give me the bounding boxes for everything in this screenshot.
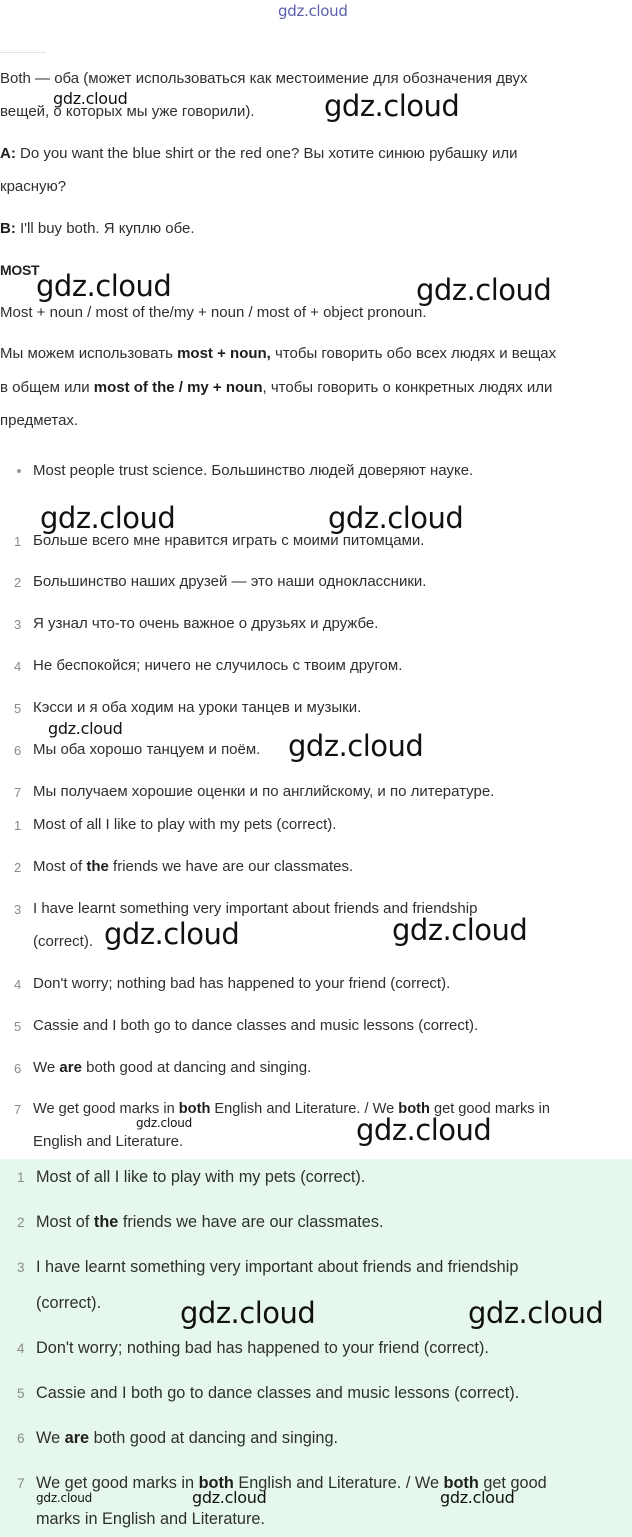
watermark: gdz.cloud	[416, 273, 552, 307]
watermark: gdz.cloud	[48, 719, 123, 738]
watermark: gdz.cloud	[468, 1296, 604, 1330]
watermark: gdz.cloud	[104, 917, 240, 951]
list-number: 6	[14, 743, 22, 758]
watermark: gdz.cloud	[36, 269, 172, 303]
divider	[0, 52, 46, 53]
answer-number: 7	[17, 1476, 25, 1491]
answer-item-continued: (correct).	[36, 1294, 102, 1312]
watermark: gdz.cloud	[180, 1296, 316, 1330]
intro-line-1: Both — оба (может использоваться как местоимение для обозначения двух	[0, 70, 528, 87]
most-example: Most people trust science. Большинство людей доверяют науке.	[33, 462, 474, 479]
most-paragraph-line-2: в общем или most of the / my + noun, чтобы говорить о конкретных людях или	[0, 379, 553, 396]
answer-number: 2	[17, 1215, 25, 1230]
list-item: Мы получаем хорошие оценки и по английскому, и по литературе.	[33, 783, 495, 800]
watermark-top: gdz.cloud	[278, 2, 348, 20]
list-item: Я узнал что-то очень важное о друзьях и дружбе.	[33, 615, 379, 632]
answer-item-continued: marks in English and Literature.	[36, 1510, 265, 1528]
answer-number: 5	[14, 1019, 22, 1034]
watermark: gdz.cloud	[136, 1116, 193, 1130]
answer-number: 7	[14, 1102, 22, 1117]
answer-number: 1	[17, 1170, 25, 1185]
answer-item: Most of all I like to play with my pets (correct).	[33, 816, 337, 833]
answer-item: Most of all I like to play with my pets (correct).	[36, 1168, 366, 1186]
list-item: Не беспокойся; ничего не случилось с твоим другом.	[33, 657, 403, 674]
watermark: gdz.cloud	[53, 89, 128, 108]
list-item: Мы оба хорошо танцуем и поём.	[33, 741, 261, 758]
answer-item: We get good marks in both English and Literature. / We both get good marks in	[33, 1101, 550, 1117]
answer-item: We get good marks in both English and Literature. / We both get good	[36, 1474, 547, 1492]
list-number: 2	[14, 575, 22, 590]
watermark: gdz.cloud	[328, 501, 464, 535]
watermark: gdz.cloud	[440, 1488, 515, 1507]
list-number: 4	[14, 659, 22, 674]
answer-number: 4	[17, 1341, 25, 1356]
answer-number: 1	[14, 818, 22, 833]
answer-block	[0, 1159, 632, 1537]
watermark: gdz.cloud	[36, 1491, 93, 1505]
most-paragraph-line-3: предметах.	[0, 412, 79, 429]
answer-number: 2	[14, 860, 22, 875]
answer-item: Don't worry; nothing bad has happened to your friend (correct).	[36, 1339, 489, 1357]
dialog-a-line-1: A: Do you want the blue shirt or the red one? Вы хотите синюю рубашку или	[0, 145, 518, 162]
dialog-a-label: A:	[0, 145, 16, 162]
list-item: Больше всего мне нравится играть с моими питомцами.	[33, 532, 425, 549]
answer-item: Cassie and I both go to dance classes and music lessons (correct).	[33, 1017, 479, 1034]
list-number: 5	[14, 701, 22, 716]
answer-number: 3	[14, 902, 22, 917]
list-number: 3	[14, 617, 22, 632]
list-number: 7	[14, 785, 22, 800]
answer-item: We are both good at dancing and singing.	[36, 1429, 339, 1447]
most-formula: Most + noun / most of the/my + noun / most of + object pronoun.	[0, 304, 427, 321]
answer-number: 5	[17, 1386, 25, 1401]
answer-number: 6	[14, 1061, 22, 1076]
watermark: gdz.cloud	[356, 1113, 492, 1147]
list-item: Большинство наших друзей — это наши одноклассники.	[33, 573, 427, 590]
dialog-b-line: B: I'll buy both. Я куплю обе.	[0, 220, 195, 237]
watermark: gdz.cloud	[192, 1488, 267, 1507]
watermark: gdz.cloud	[40, 501, 176, 535]
answer-item: Most of the friends we have are our classmates.	[36, 1213, 384, 1231]
bullet-dot	[17, 469, 21, 473]
answer-item: I have learnt something very important about friends and friendship	[33, 900, 478, 917]
watermark: gdz.cloud	[392, 913, 528, 947]
answer-item: I have learnt something very important about friends and friendship	[36, 1258, 519, 1276]
list-number: 1	[14, 534, 22, 549]
answer-number: 3	[17, 1260, 25, 1275]
answer-number: 6	[17, 1431, 25, 1446]
watermark: gdz.cloud	[288, 729, 424, 763]
intro-line-2: вещей, о которых мы уже говорили).	[0, 103, 255, 120]
list-item: Кэсси и я оба ходим на уроки танцев и музыки.	[33, 699, 362, 716]
answer-item: Cassie and I both go to dance classes and music lessons (correct).	[36, 1384, 520, 1402]
watermark: gdz.cloud	[324, 89, 460, 123]
answer-item: We are both good at dancing and singing.	[33, 1059, 312, 1076]
answer-item: Don't worry; nothing bad has happened to your friend (correct).	[33, 975, 451, 992]
section-heading-most: MOST	[0, 262, 40, 278]
answer-number: 4	[14, 977, 22, 992]
answer-item: Most of the friends we have are our classmates.	[33, 858, 354, 875]
answer-item-continued: (correct).	[33, 933, 93, 950]
dialog-b-label: B:	[0, 220, 16, 237]
dialog-a-line-2: красную?	[0, 178, 67, 195]
most-paragraph-line-1: Мы можем использовать most + noun, чтобы говорить обо всех людях и вещах	[0, 345, 557, 362]
answer-item-continued: English and Literature.	[33, 1133, 184, 1150]
